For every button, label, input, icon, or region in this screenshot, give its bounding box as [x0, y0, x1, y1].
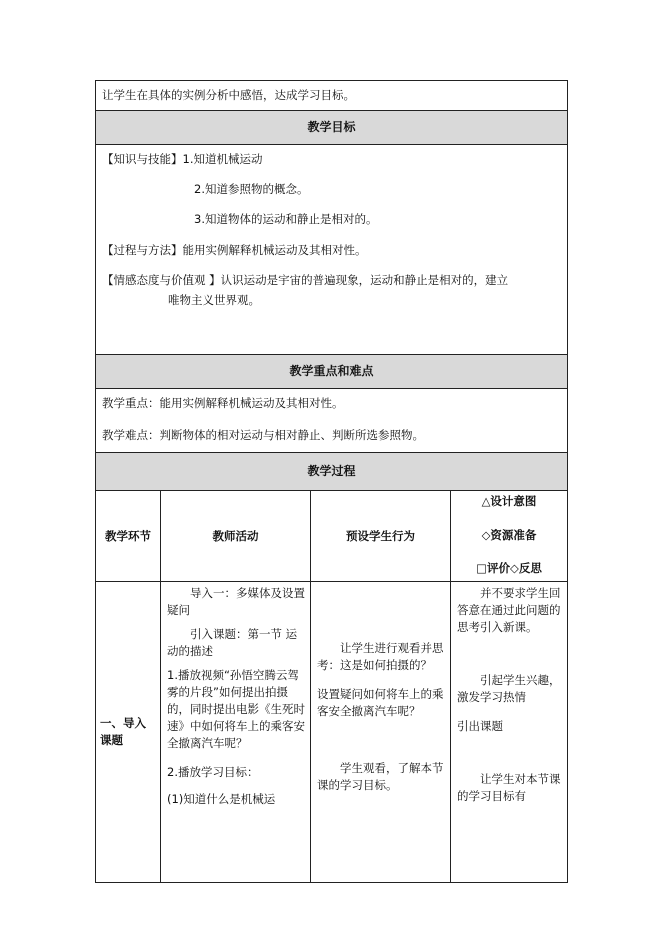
- process-label: 【过程与方法】: [102, 243, 183, 257]
- goals-title: 教学目标: [307, 120, 356, 134]
- knowledge-item-2: 2.知道参照物的概念。: [194, 182, 309, 196]
- design-para-2: 引起学生兴趣，激发学习热情: [457, 673, 561, 704]
- emotion-line: [102, 272, 561, 289]
- stage-label: 一、导入课题: [100, 716, 146, 747]
- col-design-line-2: ◇资源准备: [481, 527, 537, 542]
- col-teacher-header: 教师活动: [161, 491, 311, 581]
- intro-text: 让学生在具体的实例分析中感悟，达成学习目标。: [102, 88, 355, 102]
- col-design-header: [451, 491, 567, 581]
- process-text: 能用实例解释机械运动及其相对性。: [182, 243, 367, 257]
- design-para-3: 引出课题: [457, 719, 503, 733]
- knowledge-line: [102, 151, 561, 168]
- teacher-para-1: 导入一：多媒体及设置疑问: [167, 586, 305, 617]
- teacher-para-5: (1)知道什么是机械运: [167, 792, 276, 806]
- teacher-cell: [161, 582, 311, 882]
- process-title: 教学过程: [307, 464, 356, 478]
- emotion-text-2: 唯物主义世界观。: [168, 293, 260, 307]
- student-para-3: 学生观看，了解本节课的学习目标。: [317, 761, 444, 792]
- design-para-4: 让学生对本节课的学习目标有: [457, 772, 561, 803]
- col-design-line-3: □评价◇反思: [476, 561, 542, 575]
- teacher-para-4: 2.播放学习目标：: [167, 765, 259, 779]
- keypoints-body: [95, 389, 568, 453]
- goals-header: [95, 111, 568, 145]
- process-row-intro: [95, 582, 568, 883]
- col-student-header: 预设学生行为: [311, 491, 451, 581]
- focus-text: 教学重点：能用实例解释机械运动及其相对性。: [102, 396, 344, 410]
- col-stage-header: 教学环节: [96, 491, 161, 581]
- process-header: [95, 453, 568, 491]
- knowledge-item-1: 1.知道机械运动: [182, 152, 263, 166]
- keypoints-title: 教学重点和难点: [289, 364, 374, 378]
- process-column-headers: [95, 491, 568, 582]
- knowledge-label: 【知识与技能】: [102, 152, 183, 166]
- design-para-1: 并不要求学生回答意在通过此问题的思考引入新课。: [457, 586, 561, 634]
- teacher-para-2: 引入课题：第一节 运动的描述: [167, 627, 298, 658]
- emotion-label: 【情感态度与价值观 】: [102, 273, 221, 287]
- knowledge-item-3: 3.知道物体的运动和静止是相对的。: [194, 212, 378, 226]
- lesson-plan-table: [95, 80, 568, 883]
- student-para-1: 让学生进行观看并思考：这是如何拍摄的？: [317, 641, 444, 672]
- student-cell: [311, 582, 451, 882]
- stage-cell: [96, 582, 161, 882]
- col-design-line-1: △设计意图: [481, 494, 537, 508]
- intro-row: [95, 80, 568, 111]
- teacher-para-3: 1.播放视频“孙悟空腾云驾雾的片段”如何提出拍摄的，同时提出电影《生死时速》中如何将车上的乘客安全撤离汽车呢？: [167, 668, 305, 750]
- process-line: [102, 242, 561, 259]
- goals-body: [95, 145, 568, 355]
- keypoints-header: [95, 355, 568, 389]
- design-cell: [451, 582, 567, 882]
- emotion-text-1: 认识运动是宇宙的普遍现象，运动和静止是相对的，建立: [220, 273, 509, 287]
- difficulty-text: 教学难点：判断物体的相对运动与相对静止、判断所选参照物。: [102, 428, 424, 442]
- student-para-2: 设置疑问如何将车上的乘客安全撤离汽车呢？: [317, 687, 444, 718]
